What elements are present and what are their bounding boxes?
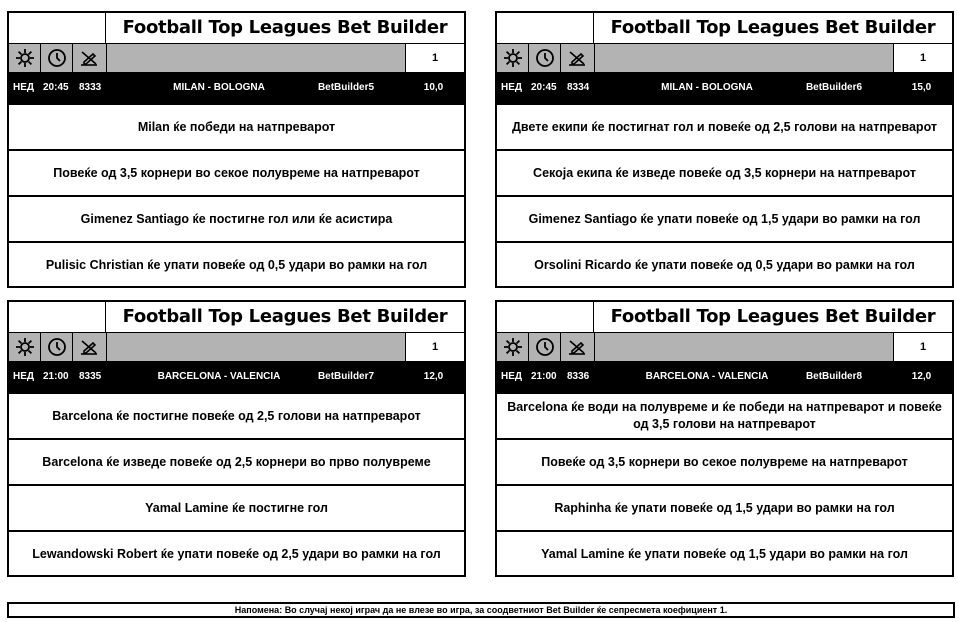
card-title: Football Top Leagues Bet Builder (610, 17, 936, 38)
bet-card-2 (495, 11, 954, 288)
card-title: Football Top Leagues Bet Builder (122, 306, 448, 327)
icon-bar (9, 332, 464, 362)
event-number: 1 (893, 333, 952, 361)
event-number: 1 (405, 44, 464, 72)
gear-icon (497, 333, 529, 361)
match-code: 8336 (567, 371, 590, 382)
match-day: НЕД (501, 82, 523, 93)
bet-builder-name: BetBuilder8 (805, 371, 863, 382)
selection-2: Повеќе од 3,5 корнери во секое полувреме на натпреварот (497, 438, 952, 484)
match-day: НЕД (13, 82, 35, 93)
card-header (9, 302, 464, 332)
match-time: 20:45 (531, 82, 557, 93)
selection-2: Barcelona ќе изведе повеќе од 2,5 корнери во прво полувреме (9, 438, 464, 484)
selection-4: Orsolini Ricardo ќе упати повеќе од 0,5 удари во рамки на гол (497, 241, 952, 287)
match-time: 21:00 (531, 371, 557, 382)
clock-icon (529, 44, 561, 72)
gear-icon (9, 44, 41, 72)
clock-icon (529, 333, 561, 361)
match-teams: BARCELONA - VALENCIA (157, 371, 281, 382)
match-day: НЕД (501, 371, 523, 382)
no-bet-icon (73, 44, 105, 72)
card-title: Football Top Leagues Bet Builder (122, 17, 448, 38)
bet-card-3 (7, 300, 466, 577)
selection-3: Raphinha ќе упати повеќе од 1,5 удари во рамки на гол (497, 484, 952, 530)
icon-bar (497, 43, 952, 73)
match-code: 8333 (79, 82, 102, 93)
match-time: 21:00 (43, 371, 69, 382)
selection-2: Повеќе од 3,5 корнери во секое полувреме на натпреварот (9, 149, 464, 195)
odd-value: 15,0 (911, 82, 932, 93)
bet-builder-name: BetBuilder5 (317, 82, 375, 93)
bet-builder-name: BetBuilder7 (317, 371, 375, 382)
gear-icon (497, 44, 529, 72)
selection-3: Gimenez Santiago ќе постигне гол или ќе асистира (9, 195, 464, 241)
match-info-row (497, 362, 952, 392)
match-code: 8334 (567, 82, 590, 93)
footnote: Напомена: Во случај некој играч да не влезе во игра, за соодветниот Bet Builder ќе сепресмета коефициент 1. (7, 602, 955, 618)
selection-4: Yamal Lamine ќе упати повеќе од 1,5 удари во рамки на гол (497, 530, 952, 576)
match-teams: BARCELONA - VALENCIA (645, 371, 769, 382)
odd-value: 12,0 (423, 371, 444, 382)
selection-1: Barcelona ќе води на полувреме и ќе победи на натпреварот и повеќе од 3,5 голови на натпреварот (497, 392, 952, 438)
selection-1: Двете екипи ќе постигнат гол и повеќе од 2,5 голови на натпреварот (497, 103, 952, 149)
bet-card-1 (7, 11, 466, 288)
selection-3: Yamal Lamine ќе постигне гол (9, 484, 464, 530)
match-time: 20:45 (43, 82, 69, 93)
card-title: Football Top Leagues Bet Builder (610, 306, 936, 327)
selection-1: Milan ќе победи на натпреварот (9, 103, 464, 149)
match-info-row (9, 362, 464, 392)
card-header (497, 13, 952, 43)
no-bet-icon (561, 333, 593, 361)
clock-icon (41, 44, 73, 72)
match-code: 8335 (79, 371, 102, 382)
selection-4: Lewandowski Robert ќе упати повеќе од 2,5 удари во рамки на гол (9, 530, 464, 576)
card-header (497, 302, 952, 332)
icon-bar (497, 332, 952, 362)
event-number: 1 (405, 333, 464, 361)
selection-4: Pulisic Christian ќе упати повеќе од 0,5 удари во рамки на гол (9, 241, 464, 287)
match-info-row (9, 73, 464, 103)
odd-value: 12,0 (911, 371, 932, 382)
match-info-row (497, 73, 952, 103)
match-teams: MILAN - BOLOGNA (661, 82, 753, 93)
selection-2: Секоја екипа ќе изведе повеќе од 3,5 корнери на натпреварот (497, 149, 952, 195)
selection-1: Barcelona ќе постигне повеќе од 2,5 голови на натпреварот (9, 392, 464, 438)
odd-value: 10,0 (423, 82, 444, 93)
no-bet-icon (73, 333, 105, 361)
bet-card-4 (495, 300, 954, 577)
match-day: НЕД (13, 371, 35, 382)
gear-icon (9, 333, 41, 361)
no-bet-icon (561, 44, 593, 72)
clock-icon (41, 333, 73, 361)
match-teams: MILAN - BOLOGNA (173, 82, 265, 93)
icon-bar (9, 43, 464, 73)
selection-3: Gimenez Santiago ќе упати повеќе од 1,5 удари во рамки на гол (497, 195, 952, 241)
bet-builder-name: BetBuilder6 (805, 82, 863, 93)
event-number: 1 (893, 44, 952, 72)
card-header (9, 13, 464, 43)
